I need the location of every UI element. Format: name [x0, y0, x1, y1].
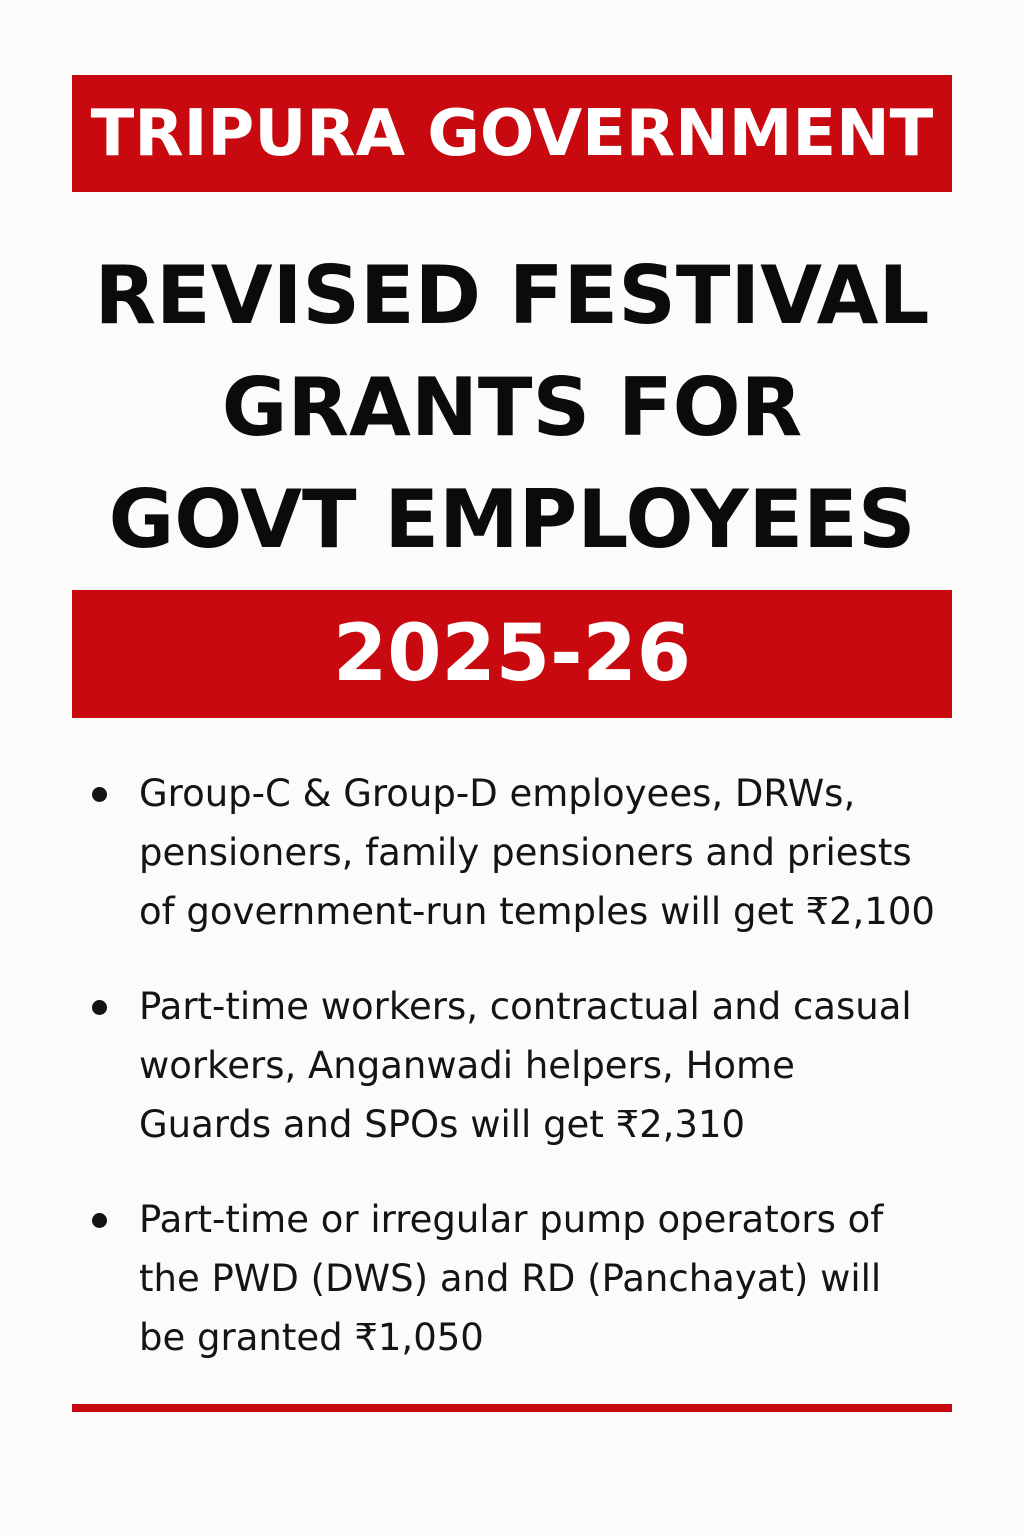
list-item-line: the PWD (DWS) and RD (Panchayat) will: [139, 1257, 882, 1300]
list-item: [92, 764, 992, 941]
list-item: [92, 1190, 992, 1367]
year-banner: [72, 590, 952, 718]
list-item-line: Part-time workers, contractual and casual: [139, 985, 912, 1028]
headline-line-1: REVISED FESTIVAL: [94, 249, 930, 342]
headline-line-2: GRANTS FOR: [221, 361, 803, 454]
headline-line-3: GOVT EMPLOYEES: [108, 473, 916, 566]
grant-list: [92, 764, 992, 1403]
header-banner-text: TRIPURA GOVERNMENT: [90, 96, 934, 171]
list-item-line: pensioners, family pensioners and priests: [139, 831, 912, 874]
headline: [0, 240, 1024, 576]
footer-divider: [72, 1404, 952, 1412]
list-item-line: be granted ₹1,050: [139, 1316, 484, 1359]
list-item: [92, 977, 992, 1154]
list-item-line: of government-run temples will get ₹2,100: [139, 890, 935, 933]
bullet-dot-icon: [92, 787, 107, 802]
list-item-line: Part-time or irregular pump operators of: [139, 1198, 884, 1241]
header-banner: [72, 75, 952, 192]
list-item-line: workers, Anganwadi helpers, Home: [139, 1044, 795, 1087]
year-banner-text: 2025-26: [332, 609, 691, 699]
list-item-line: Group-C & Group-D employees, DRWs,: [139, 772, 856, 815]
list-item-line: Guards and SPOs will get ₹2,310: [139, 1103, 746, 1146]
bullet-dot-icon: [92, 1000, 107, 1015]
bullet-dot-icon: [92, 1213, 107, 1228]
